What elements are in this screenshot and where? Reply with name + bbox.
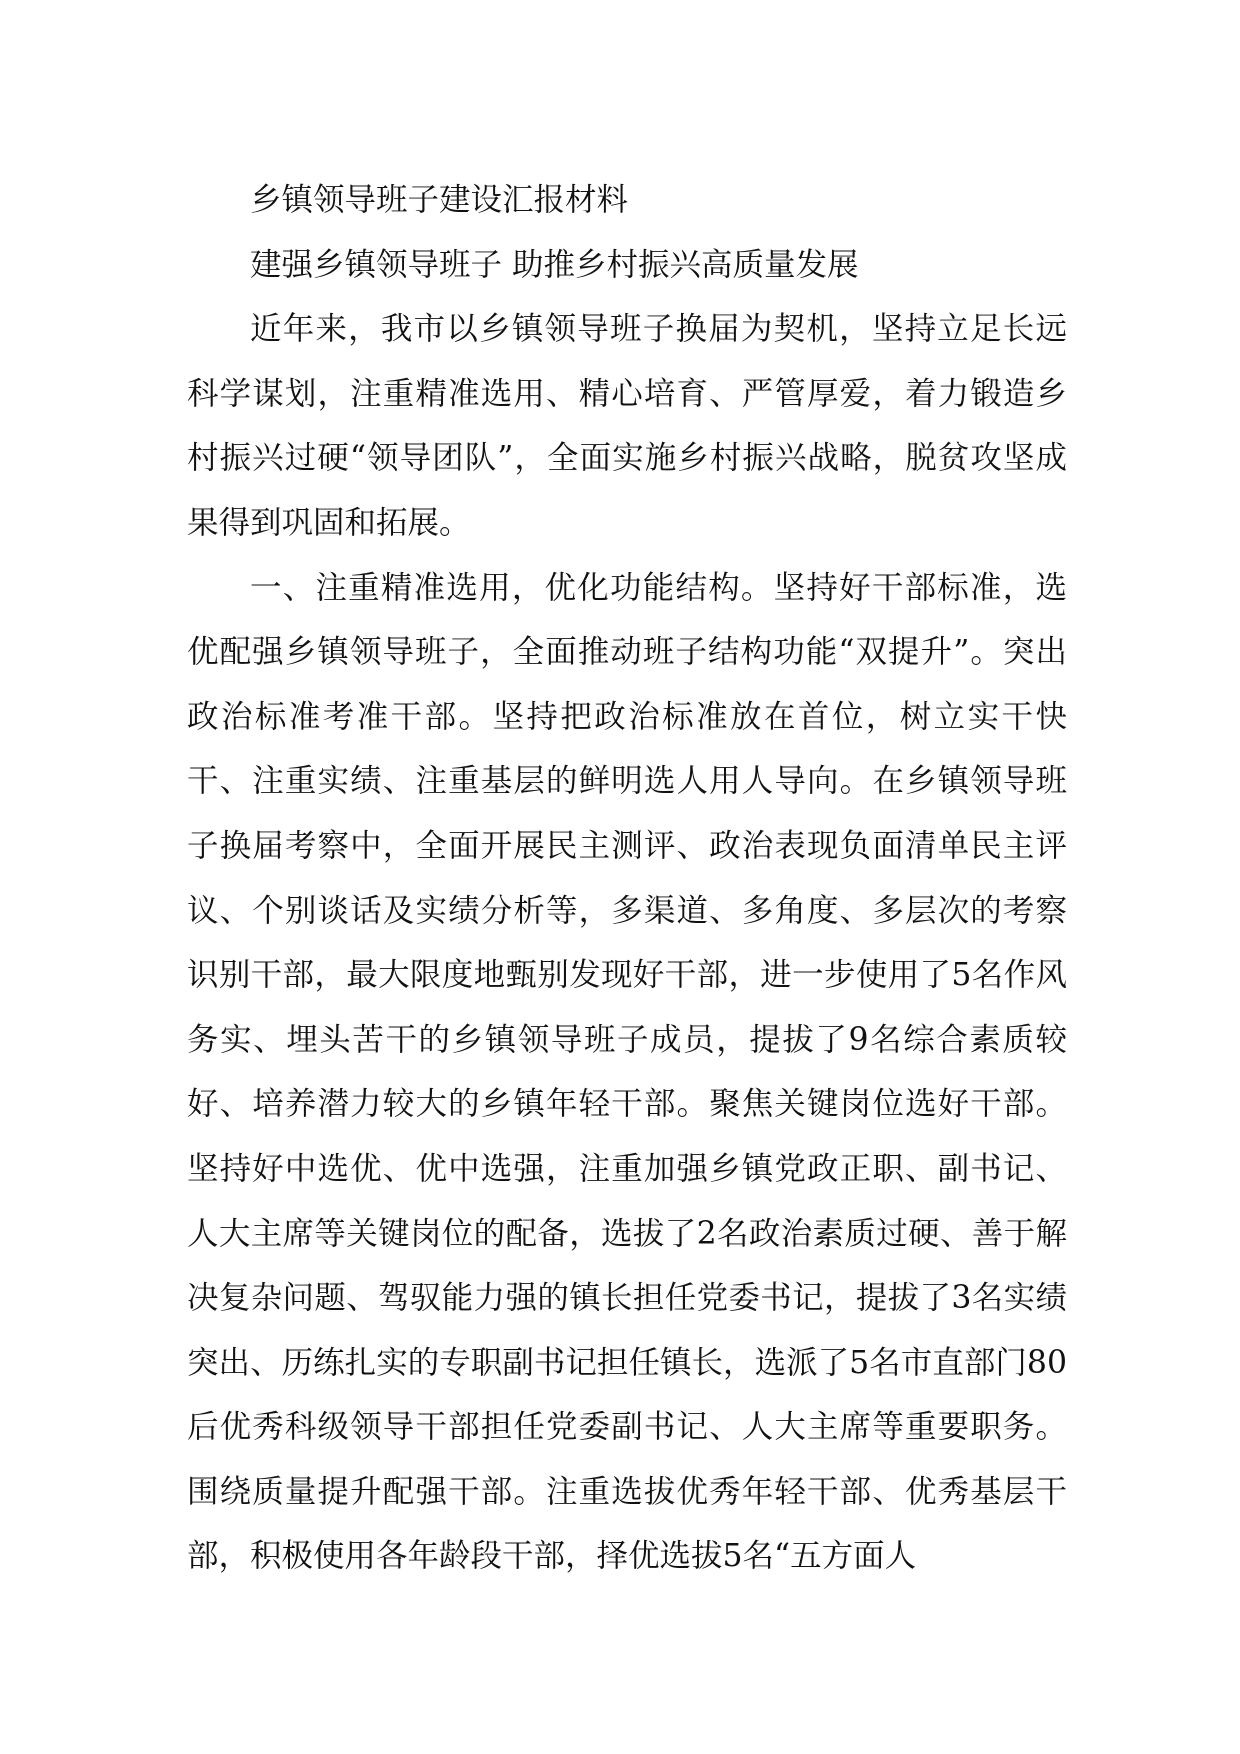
document-title: 乡镇领导班子建设汇报材料: [250, 182, 629, 218]
document-body: [187, 168, 1067, 1589]
paragraph-section-one: 一、注重精准选用，优化功能结构。坚持好干部标准，选优配强乡镇领导班子，全面推动班子结构功能“双提升”。突出政治标准考准干部。坚持把政治标准放在首位，树立实干快干、注重实绩、注重基层的鲜明选人用人导向。在乡镇领导班子换届考察中，全面开展民主测评、政治表现负面清单民主评议、个别谈话及实绩分析等，多渠道、多角度、多层次的考察识别干部，最大限度地甄别发现好干部，进一步使用了5名作风务实、埋头苦干的乡镇领导班子成员，提拔了9名综合素质较好、培养潜力较大的乡镇年轻干部。聚焦关键岗位选好干部。坚持好中选优、优中选强，注重加强乡镇党政正职、副书记、人大主席等关键岗位的配备，选拔了2名政治素质过硬、善于解决复杂问题、驾驭能力强的镇长担任党委书记，提拔了3名实绩突出、历练扎实的专职副书记担任镇长，选派了5名市直部门80后优秀科级领导干部担任党委副书记、人大主席等重要职务。围绕质量提升配强干部。注重选拔优秀年轻干部、优秀基层干部，积极使用各年龄段干部，择优选拔5名“五方面人: [187, 569, 1067, 1575]
document-subtitle: 建强乡镇领导班子 助推乡村振兴高质量发展: [250, 246, 859, 283]
paragraph-intro: 近年来，我市以乡镇领导班子换届为契机，坚持立足长远科学谋划，注重精准选用、精心培育、严管厚爱，着力锻造乡村振兴过硬“领导团队”，全面实施乡村振兴战略，脱贫攻坚成果得到巩固和拓展。: [187, 311, 1067, 541]
